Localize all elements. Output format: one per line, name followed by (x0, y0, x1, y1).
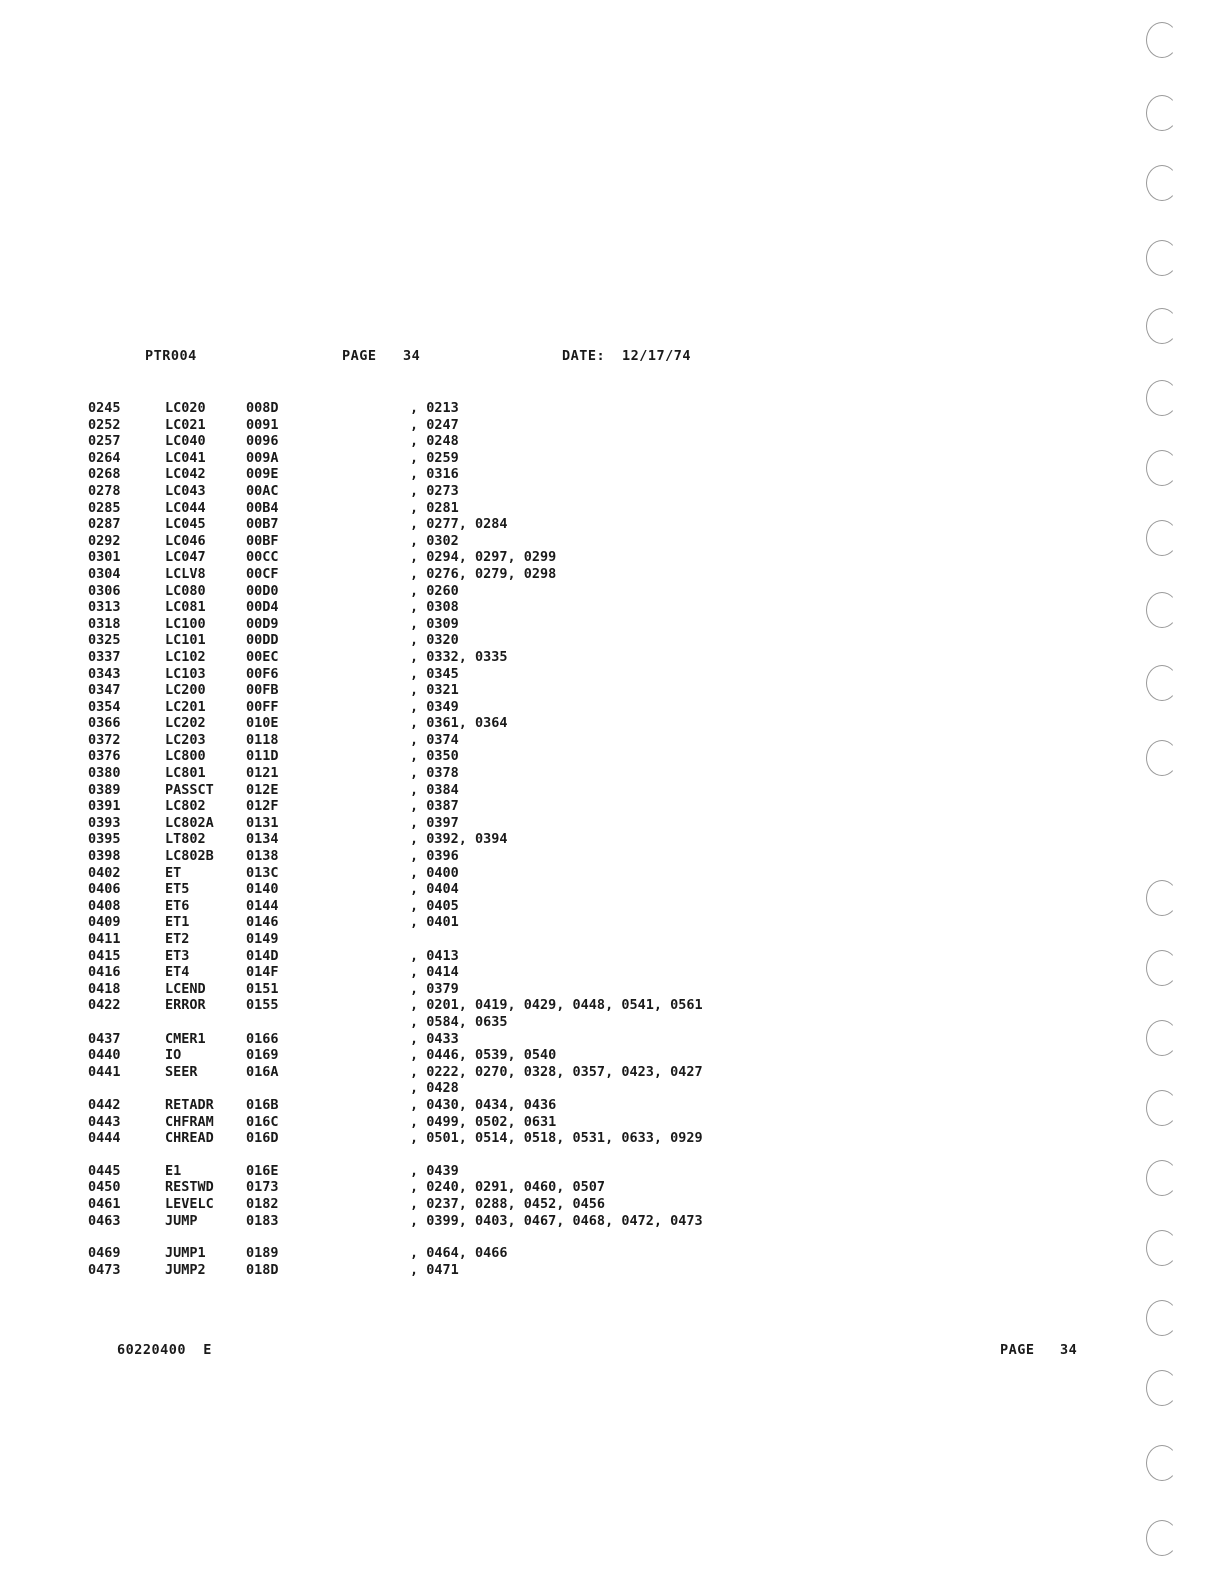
table-row (0, 483, 1224, 500)
binder-hole-icon (1146, 665, 1178, 701)
table-row (0, 798, 1224, 815)
binder-hole-icon (1146, 1445, 1178, 1481)
symbol-address: 0182 (246, 1195, 279, 1212)
symbol-name: JUMP1 (165, 1245, 206, 1262)
line-number: 0354 (88, 698, 121, 715)
symbol-address: 0166 (246, 1030, 279, 1047)
reference-list: , 0277, 0284 (410, 516, 508, 533)
table-row (0, 417, 1224, 434)
reference-list: , 0240, 0291, 0460, 0507 (410, 1179, 606, 1196)
symbol-name: LC800 (165, 748, 206, 765)
header-page-label: PAGE (342, 348, 377, 364)
symbol-address: 0134 (246, 831, 279, 848)
table-row (0, 699, 1224, 716)
line-number: 0372 (88, 731, 121, 748)
reference-list: , 0430, 0434, 0436 (410, 1096, 557, 1113)
line-number: 0325 (88, 632, 121, 649)
symbol-name: LC080 (165, 582, 206, 599)
symbol-address: 016D (246, 1130, 279, 1147)
symbol-name: E1 (165, 1162, 182, 1179)
symbol-address: 0149 (246, 931, 279, 947)
symbol-name: LC020 (165, 400, 206, 416)
symbol-name: LC040 (165, 433, 206, 450)
table-row (0, 466, 1224, 483)
line-number: 0389 (88, 781, 121, 798)
reference-list: , 0345 (410, 665, 459, 682)
table-row (0, 1179, 1224, 1196)
symbol-address: 009A (246, 449, 279, 466)
reference-list: , 0399, 0403, 0467, 0468, 0472, 0473 (410, 1212, 703, 1229)
line-number: 0443 (88, 1113, 121, 1130)
symbol-address: 016A (246, 1063, 279, 1080)
line-number: 0287 (88, 516, 121, 533)
symbol-name: LC044 (165, 499, 206, 516)
symbol-address: 00DD (246, 632, 279, 649)
symbol-address: 00CF (246, 565, 279, 582)
symbol-name: LC200 (165, 682, 206, 699)
symbol-address: 0118 (246, 731, 279, 748)
table-row (0, 981, 1224, 998)
binder-holes (1140, 0, 1200, 1584)
table-row (0, 881, 1224, 898)
symbol-name: LC103 (165, 665, 206, 682)
symbol-address: 00CC (246, 549, 279, 566)
line-number: 0406 (88, 881, 121, 898)
reference-list: , 0379 (410, 980, 459, 997)
line-number: 0402 (88, 864, 121, 881)
line-number: 0278 (88, 482, 121, 499)
reference-list: , 0392, 0394 (410, 831, 508, 848)
table-row (0, 765, 1224, 782)
symbol-address: 00B4 (246, 499, 279, 516)
binder-hole-icon (1146, 450, 1178, 486)
reference-list: , 0309 (410, 615, 459, 632)
table-row (0, 848, 1224, 865)
symbol-address: 018D (246, 1261, 279, 1278)
symbol-name: LC043 (165, 482, 206, 499)
symbol-name: LC046 (165, 532, 206, 549)
reference-list: , 0387 (410, 798, 459, 815)
symbol-address: 016C (246, 1113, 279, 1130)
line-number: 0347 (88, 682, 121, 699)
reference-list: , 0378 (410, 765, 459, 782)
table-row (0, 748, 1224, 765)
symbol-address: 00FF (246, 698, 279, 715)
header-date-label: DATE: (562, 348, 606, 364)
symbol-name: LC100 (165, 615, 206, 632)
table-row (0, 1213, 1224, 1230)
table-row (0, 666, 1224, 683)
binder-hole-icon (1146, 1020, 1178, 1056)
table-row (0, 533, 1224, 550)
line-number: 0376 (88, 748, 121, 765)
symbol-address: 00D4 (246, 599, 279, 616)
reference-list: , 0276, 0279, 0298 (410, 565, 557, 582)
symbol-address: 0121 (246, 765, 279, 782)
line-number: 0252 (88, 416, 121, 433)
line-number: 0366 (88, 715, 121, 732)
reference-list: , 0501, 0514, 0518, 0531, 0633, 0929 (410, 1130, 703, 1147)
symbol-name: LC802B (165, 848, 214, 865)
binder-hole-icon (1146, 1090, 1178, 1126)
symbol-name: RETADR (165, 1096, 214, 1113)
line-number: 0450 (88, 1179, 121, 1196)
symbol-address: 0173 (246, 1179, 279, 1196)
line-number: 0418 (88, 980, 121, 997)
reference-list: , 0332, 0335 (410, 648, 508, 665)
symbol-address: 0151 (246, 980, 279, 997)
symbol-address: 016B (246, 1096, 279, 1113)
table-row (0, 1097, 1224, 1114)
symbol-name: CHFRAM (165, 1113, 214, 1130)
binder-hole-icon (1146, 240, 1178, 276)
symbol-name: ET (165, 864, 182, 881)
table-row (0, 865, 1224, 882)
line-number: 0463 (88, 1212, 121, 1229)
line-number: 0445 (88, 1162, 121, 1179)
symbol-name: ET3 (165, 947, 190, 964)
symbol-address: 016E (246, 1162, 279, 1179)
symbol-name: IO (165, 1047, 182, 1064)
line-number: 0343 (88, 665, 121, 682)
binder-hole-icon (1146, 1300, 1178, 1336)
table-row (0, 831, 1224, 848)
reference-list: , 0237, 0288, 0452, 0456 (410, 1195, 606, 1212)
symbol-address: 00EC (246, 648, 279, 665)
table-row (0, 914, 1224, 931)
symbol-address: 00B7 (246, 516, 279, 533)
reference-list: , 0401 (410, 914, 459, 931)
symbol-address: 0146 (246, 914, 279, 931)
reference-list: , 0248 (410, 433, 459, 450)
line-number: 0380 (88, 765, 121, 782)
line-number: 0469 (88, 1245, 121, 1262)
reference-list: , 0247 (410, 416, 459, 433)
line-number: 0442 (88, 1096, 121, 1113)
symbol-name: LC802A (165, 814, 214, 831)
symbol-address: 011D (246, 748, 279, 765)
symbol-name: LC021 (165, 416, 206, 433)
symbol-name: RESTWD (165, 1179, 214, 1196)
symbol-name: LC101 (165, 632, 206, 649)
binder-hole-icon (1146, 1370, 1178, 1406)
binder-hole-icon (1146, 1230, 1178, 1266)
table-row (0, 682, 1224, 699)
reference-list: , 0273 (410, 482, 459, 499)
symbol-address: 0155 (246, 997, 279, 1014)
symbol-name: LEVELC (165, 1195, 214, 1212)
symbol-address: 009E (246, 466, 279, 483)
symbol-address: 00D9 (246, 615, 279, 632)
symbol-name: LT802 (165, 831, 206, 848)
table-row (0, 583, 1224, 600)
table-row (0, 599, 1224, 616)
line-number: 0318 (88, 615, 121, 632)
line-number: 0304 (88, 565, 121, 582)
symbol-address: 00BF (246, 532, 279, 549)
reference-list: , 0499, 0502, 0631 (410, 1113, 557, 1130)
line-number: 0422 (88, 997, 121, 1014)
table-row (0, 732, 1224, 749)
reference-list: , 0414 (410, 964, 459, 981)
table-row (0, 948, 1224, 965)
symbol-address: 0140 (246, 881, 279, 898)
binder-hole-icon (1146, 592, 1178, 628)
line-number: 0461 (88, 1195, 121, 1212)
table-row (0, 1080, 1224, 1097)
reference-list: , 0316 (410, 466, 459, 483)
table-row (0, 1163, 1224, 1180)
symbol-name: PASSCT (165, 781, 214, 798)
reference-list: , 0405 (410, 897, 459, 914)
symbol-name: CMER1 (165, 1030, 206, 1047)
reference-list: , 0433 (410, 1030, 459, 1047)
table-row (0, 649, 1224, 666)
reference-list: , 0584, 0635 (410, 1013, 508, 1030)
line-number: 0398 (88, 848, 121, 865)
symbol-address: 012F (246, 798, 279, 815)
line-number: 0313 (88, 599, 121, 616)
symbol-address: 0138 (246, 848, 279, 865)
binder-hole-icon (1146, 308, 1178, 344)
reference-list: , 0428 (410, 1080, 459, 1097)
reference-list: , 0201, 0419, 0429, 0448, 0541, 0561 (410, 997, 703, 1014)
reference-list: , 0413 (410, 947, 459, 964)
symbol-address: 0096 (246, 433, 279, 450)
reference-list: , 0361, 0364 (410, 715, 508, 732)
reference-list: , 0302 (410, 532, 459, 549)
reference-list: , 0400 (410, 864, 459, 881)
symbol-name: ET4 (165, 964, 190, 981)
line-number: 0285 (88, 499, 121, 516)
table-row (0, 450, 1224, 467)
symbol-name: LC802 (165, 798, 206, 815)
line-number: 0416 (88, 964, 121, 981)
table-row (0, 997, 1224, 1014)
line-number: 0257 (88, 433, 121, 450)
reference-list: , 0464, 0466 (410, 1245, 508, 1262)
reference-list: , 0294, 0297, 0299 (410, 549, 557, 566)
footer-page-label: PAGE (1000, 1342, 1035, 1358)
table-row (0, 1196, 1224, 1213)
table-row (0, 898, 1224, 915)
symbol-name: LC201 (165, 698, 206, 715)
symbol-name: SEER (165, 1063, 198, 1080)
reference-list: , 0321 (410, 682, 459, 699)
symbol-name: LC042 (165, 466, 206, 483)
line-number: 0441 (88, 1063, 121, 1080)
header-date: 12/17/74 (622, 348, 692, 364)
table-row (0, 1064, 1224, 1081)
symbol-name: ET2 (165, 931, 190, 947)
table-row (0, 1130, 1224, 1147)
symbol-name: JUMP (165, 1212, 198, 1229)
binder-hole-icon (1146, 165, 1178, 201)
table-row (0, 566, 1224, 583)
line-number: 0408 (88, 897, 121, 914)
symbol-address: 013C (246, 864, 279, 881)
symbol-name: LC045 (165, 516, 206, 533)
symbol-address: 0091 (246, 416, 279, 433)
binder-hole-icon (1146, 22, 1178, 58)
reference-list: , 0404 (410, 881, 459, 898)
symbol-name: CHREAD (165, 1130, 214, 1147)
reference-list: , 0222, 0270, 0328, 0357, 0423, 0427 (410, 1063, 703, 1080)
symbol-address: 00FB (246, 682, 279, 699)
symbol-address: 014F (246, 964, 279, 981)
line-number: 0301 (88, 549, 121, 566)
symbol-name: LC047 (165, 549, 206, 566)
reference-list: , 0259 (410, 449, 459, 466)
table-row (0, 433, 1224, 450)
line-number: 0437 (88, 1030, 121, 1047)
reference-list: , 0260 (410, 582, 459, 599)
symbol-address: 00D0 (246, 582, 279, 599)
table-row (0, 931, 1224, 948)
symbol-address: 008D (246, 400, 279, 416)
table-row (0, 500, 1224, 517)
line-number: 0337 (88, 648, 121, 665)
symbol-name: LC102 (165, 648, 206, 665)
symbol-name: LC202 (165, 715, 206, 732)
binder-hole-icon (1146, 880, 1178, 916)
symbol-name: ET5 (165, 881, 190, 898)
line-number: 0411 (88, 931, 121, 947)
reference-list: , 0384 (410, 781, 459, 798)
line-number: 0409 (88, 914, 121, 931)
reference-list: , 0281 (410, 499, 459, 516)
table-row (0, 1031, 1224, 1048)
table-row (0, 782, 1224, 799)
table-row (0, 815, 1224, 832)
table-row (0, 715, 1224, 732)
reference-list: , 0471 (410, 1261, 459, 1278)
table-row (0, 1245, 1224, 1262)
binder-hole-icon (1146, 950, 1178, 986)
reference-list: , 0439 (410, 1162, 459, 1179)
line-number: 0268 (88, 466, 121, 483)
symbol-address: 012E (246, 781, 279, 798)
binder-hole-icon (1146, 1160, 1178, 1196)
table-row (0, 616, 1224, 633)
reference-list: , 0308 (410, 599, 459, 616)
symbol-name: ERROR (165, 997, 206, 1014)
reference-list: , 0396 (410, 848, 459, 865)
line-number: 0393 (88, 814, 121, 831)
cross-reference-table (0, 400, 1224, 1278)
symbol-name: ET6 (165, 897, 190, 914)
table-row (0, 400, 1224, 417)
symbol-name: LC203 (165, 731, 206, 748)
reference-list: , 0374 (410, 731, 459, 748)
binder-hole-icon (1146, 1520, 1178, 1556)
footer-doc-number: 60220400 E (117, 1342, 212, 1358)
reference-list: , 0446, 0539, 0540 (410, 1047, 557, 1064)
binder-hole-icon (1146, 520, 1178, 556)
symbol-address: 0183 (246, 1212, 279, 1229)
table-row (0, 964, 1224, 981)
symbol-name: LC081 (165, 599, 206, 616)
symbol-name: ET1 (165, 914, 190, 931)
table-row (0, 1014, 1224, 1031)
line-number: 0306 (88, 582, 121, 599)
line-number: 0245 (88, 400, 121, 416)
symbol-address: 0144 (246, 897, 279, 914)
reference-list: , 0213 (410, 400, 459, 416)
reference-list: , 0397 (410, 814, 459, 831)
symbol-name: JUMP2 (165, 1261, 206, 1278)
table-row (0, 549, 1224, 566)
reference-list: , 0320 (410, 632, 459, 649)
reference-list: , 0349 (410, 698, 459, 715)
line-number: 0415 (88, 947, 121, 964)
symbol-name: LC041 (165, 449, 206, 466)
reference-list: , 0350 (410, 748, 459, 765)
symbol-name: LCEND (165, 980, 206, 997)
table-row (0, 516, 1224, 533)
footer-page-number: 34 (1060, 1342, 1078, 1358)
line-number: 0264 (88, 449, 121, 466)
symbol-address: 00F6 (246, 665, 279, 682)
symbol-address: 00AC (246, 482, 279, 499)
binder-hole-icon (1146, 95, 1178, 131)
binder-hole-icon (1146, 380, 1178, 416)
symbol-address: 0169 (246, 1047, 279, 1064)
symbol-address: 0189 (246, 1245, 279, 1262)
program-name: PTR004 (145, 348, 197, 364)
line-number: 0440 (88, 1047, 121, 1064)
binder-hole-icon (1146, 740, 1178, 776)
line-number: 0391 (88, 798, 121, 815)
symbol-address: 010E (246, 715, 279, 732)
symbol-name: LC801 (165, 765, 206, 782)
symbol-address: 014D (246, 947, 279, 964)
table-row (0, 1047, 1224, 1064)
line-number: 0444 (88, 1130, 121, 1147)
line-number: 0292 (88, 532, 121, 549)
table-row (0, 1114, 1224, 1131)
header-page-number: 34 (403, 348, 421, 364)
line-number: 0473 (88, 1261, 121, 1278)
symbol-name: LCLV8 (165, 565, 206, 582)
table-row (0, 632, 1224, 649)
symbol-address: 0131 (246, 814, 279, 831)
table-row (0, 1262, 1224, 1279)
line-number: 0395 (88, 831, 121, 848)
